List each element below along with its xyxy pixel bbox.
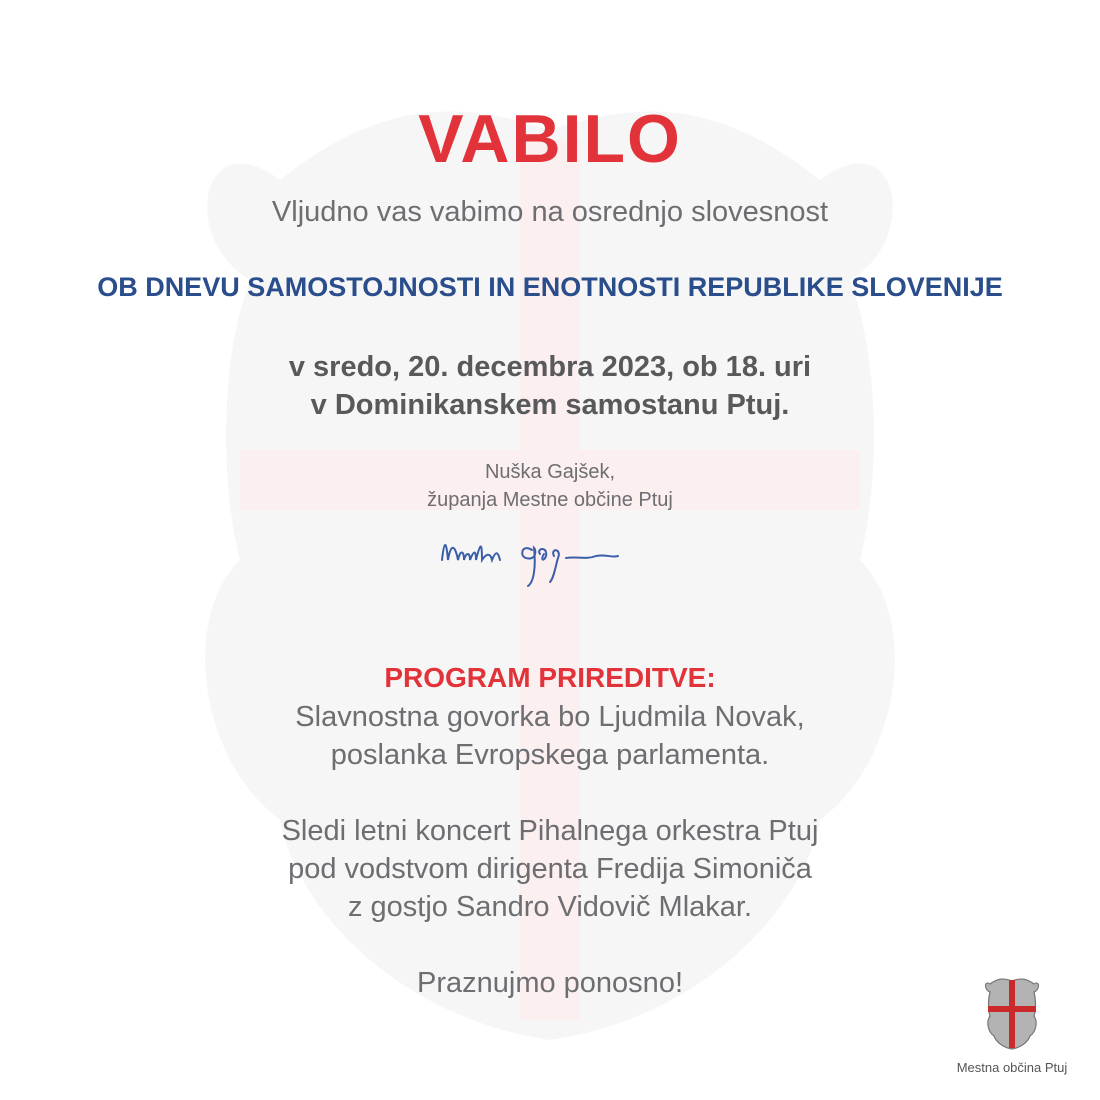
logo-label: Mestna občina Ptuj xyxy=(956,1060,1068,1075)
invitation-intro: Vljudno vas vabimo na osrednjo slovesnost xyxy=(271,196,829,228)
event-details xyxy=(0,348,1100,424)
host-name: Nuška Gajšek, xyxy=(484,461,616,483)
program-line: pod vodstvom dirigenta Fredija Simoniča xyxy=(288,853,812,885)
program-line: poslanka Evropskega parlamenta. xyxy=(330,739,770,771)
program-heading: PROGRAM PRIREDITVE: xyxy=(384,662,716,693)
handwritten-signature xyxy=(436,520,656,590)
program-details xyxy=(0,698,1100,1002)
program-line: Sledi letni koncert Pihalnega orkestra Ptuj xyxy=(281,815,819,847)
occasion-heading: OB DNEVU SAMOSTOJNOSTI IN ENOTNOSTI REPUBLIKE SLOVENIJE xyxy=(97,272,1003,302)
host-role: županja Mestne občine Ptuj xyxy=(427,489,673,511)
event-date: v sredo, 20. decembra 2023, ob 18. uri xyxy=(288,351,812,383)
event-venue: v Dominikanskem samostanu Ptuj. xyxy=(310,389,790,421)
ptuj-coat-of-arms-icon xyxy=(982,976,1042,1050)
invitation-title: VABILO xyxy=(418,101,682,177)
program-line: Slavnostna govorka bo Ljudmila Novak, xyxy=(295,701,805,733)
host-block xyxy=(0,458,1100,514)
closing-line: Praznujmo ponosno! xyxy=(417,967,683,999)
program-line: z gostjo Sandro Vidovič Mlakar. xyxy=(347,891,753,923)
